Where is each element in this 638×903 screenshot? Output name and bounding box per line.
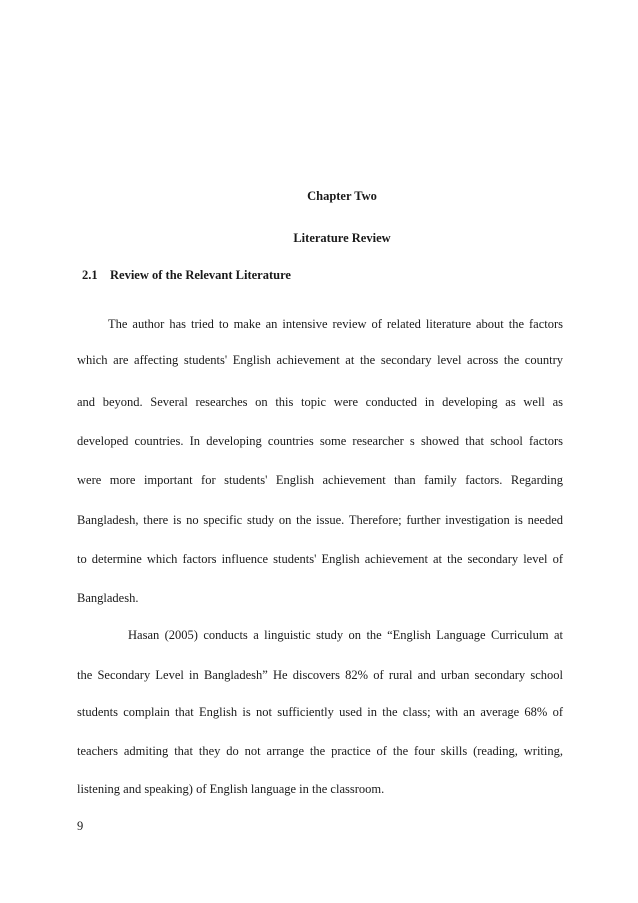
paragraph-1-line: The author has tried to make an intensive review of related literature about the factors <box>108 317 563 331</box>
paragraph-1-line: which are affecting students' English achievement at the secondary level across the country <box>77 353 563 367</box>
paragraph-1-line: developed countries. In developing countries some researcher s showed that school factors <box>77 434 563 448</box>
paragraph-2-line: the Secondary Level in Bangladesh” He discovers 82% of rural and urban secondary school <box>77 668 563 682</box>
paragraph-1-line: were more important for students' English achievement than family factors. Regarding <box>77 473 563 487</box>
section-heading <box>68 268 291 283</box>
paragraph-2-line: listening and speaking) of English language in the classroom. <box>77 782 385 796</box>
section-title: Review of the Relevant Literature <box>110 268 291 282</box>
paragraph-2-line: Hasan (2005) conducts a linguistic study on the “English Language Curriculum at <box>128 628 563 642</box>
section-number: 2.1 <box>82 268 98 282</box>
chapter-title: Chapter Two <box>307 189 377 203</box>
paragraph-2-line: teachers admiting that they do not arrange the practice of the four skills (reading, writing, <box>77 744 563 758</box>
paragraph-1-line: and beyond. Several researches on this topic were conducted in developing as well as <box>77 395 563 409</box>
paragraph-2-line: students complain that English is not sufficiently used in the class; with an average 68% of <box>77 705 563 719</box>
paragraph-1-line: to determine which factors influence students' English achievement at the secondary level of <box>77 552 563 566</box>
paragraph-1-line: Bangladesh, there is no specific study on the issue. Therefore; further investigation is needed <box>77 513 563 527</box>
page-number: 9 <box>77 819 84 833</box>
chapter-subtitle: Literature Review <box>293 231 391 245</box>
paragraph-1-line: Bangladesh. <box>77 591 139 605</box>
